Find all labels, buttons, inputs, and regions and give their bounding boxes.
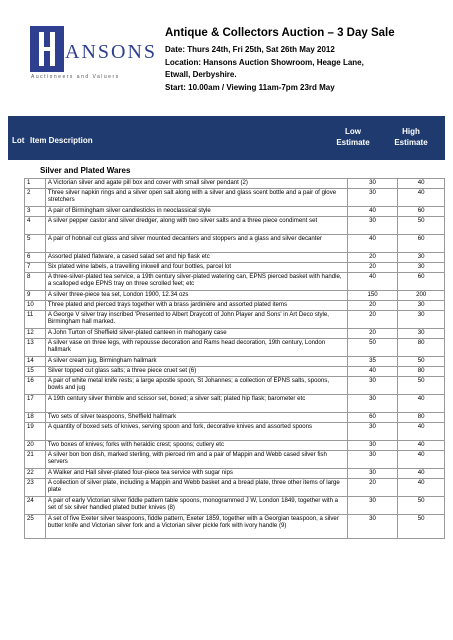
lot-description: A pair of hobnail cut glass and silver mounted decanters and stoppers and a glass and silver decanter (45, 235, 347, 253)
low-estimate: 30 (347, 179, 398, 189)
high-estimate: 40 (398, 451, 445, 469)
auction-date: Date: Thurs 24th, Fri 25th, Sat 26th May 2012 (165, 45, 335, 54)
high-estimate: 40 (398, 423, 445, 441)
auction-location-line1: Location: Hansons Auction Showroom, Heage Lane, (165, 57, 364, 67)
low-estimate: 40 (347, 273, 398, 291)
lot-description: A George V silver tray inscribed 'Presented to Albert Draycott of John Player and Sons' in Art Deco style, Birmingham hall marked. (45, 311, 347, 329)
high-estimate: 40 (398, 469, 445, 479)
lot-description: A three-silver-plated tea service, a 19th century silver-plated watering can, EPNS pierced basket with handle, a scalloped edge EPNS tray on three scrolled feet; etc (45, 273, 347, 291)
low-estimate: 20 (347, 253, 398, 263)
low-estimate: 20 (347, 311, 398, 329)
lot-number: 16 (25, 377, 46, 395)
high-estimate: 60 (398, 273, 445, 291)
lot-description: Assorted plated flatware, a cased salad set and hip flask etc (45, 253, 347, 263)
lot-number: 7 (25, 263, 46, 273)
high-estimate: 80 (398, 367, 445, 377)
table-row (25, 367, 445, 377)
low-estimate: 40 (347, 207, 398, 217)
lot-number: 10 (25, 301, 46, 311)
lot-description: A silver vase on three legs, with repousse decoration and Rams head decoration, 19th century, London hallmark (45, 339, 347, 357)
lot-description: Three silver napkin rings and a silver open salt along with a silver and glass scent bottle and a pair of glove stretchers (45, 189, 347, 207)
lot-number: 19 (25, 423, 46, 441)
table-row (25, 253, 445, 263)
table-row (25, 451, 445, 469)
low-estimate: 20 (347, 479, 398, 497)
table-row (25, 357, 445, 367)
table-row (25, 301, 445, 311)
low-estimate: 30 (347, 189, 398, 207)
lots-table (24, 178, 445, 539)
high-estimate: 50 (398, 217, 445, 235)
high-estimate: 40 (398, 395, 445, 413)
lot-description: Six plated wine labels, a travelling inkwell and four bottles, parcel lot (45, 263, 347, 273)
lot-description: A 19th century silver thimble and scissor set, boxed; a silver salt; plated hip flask; barometer etc (45, 395, 347, 413)
table-row (25, 339, 445, 357)
low-estimate: 20 (347, 329, 398, 339)
section-title: Silver and Plated Wares (40, 166, 131, 175)
lot-description: A silver cream jug, Birmingham hallmark (45, 357, 347, 367)
low-estimate: 20 (347, 263, 398, 273)
table-row (25, 329, 445, 339)
low-estimate: 150 (347, 291, 398, 301)
lot-description: A silver pepper castor and silver dredger, along with two silver salts and a three piece condiment set (45, 217, 347, 235)
lot-number: 12 (25, 329, 46, 339)
high-estimate: 30 (398, 329, 445, 339)
low-estimate: 30 (347, 395, 398, 413)
auction-start: Start: 10.00am / Viewing 11am-7pm 23rd May (165, 83, 335, 93)
high-estimate: 50 (398, 357, 445, 367)
low-estimate: 50 (347, 339, 398, 357)
lot-description: A pair of early Victorian silver fiddle pattern table spoons, monogrammed J W, London 1849, together with a set of six silver handled plated butter knives (8) (45, 497, 347, 515)
table-row (25, 515, 445, 539)
lot-description: A collection of silver plate, including a Mappin and Webb basket and a bread plate, three other items of large plate (45, 479, 347, 497)
auction-info (165, 44, 364, 95)
lot-description: A silver bon bon dish, marked sterling, with pierced rim and a pair of Mappin and Webb cased silver fish servers (45, 451, 347, 469)
low-estimate: 40 (347, 235, 398, 253)
lot-number: 20 (25, 441, 46, 451)
table-row (25, 263, 445, 273)
low-estimate: 30 (347, 451, 398, 469)
table-row (25, 395, 445, 413)
low-estimate: 30 (347, 217, 398, 235)
table-row (25, 207, 445, 217)
table-row (25, 291, 445, 301)
lot-description: Two boxes of knives; forks with heraldic crest; spoons; cutlery etc (45, 441, 347, 451)
lot-number: 1 (25, 179, 46, 189)
table-row (25, 479, 445, 497)
table-row (25, 273, 445, 291)
low-estimate: 30 (347, 441, 398, 451)
lot-number: 18 (25, 413, 46, 423)
table-row (25, 179, 445, 189)
high-estimate: 50 (398, 497, 445, 515)
lot-description: Two sets of silver teaspoons, Sheffield hallmark (45, 413, 347, 423)
header-description: Item Description (30, 136, 93, 145)
lot-number: 9 (25, 291, 46, 301)
high-estimate: 40 (398, 479, 445, 497)
table-row (25, 311, 445, 329)
low-estimate: 30 (347, 423, 398, 441)
lot-description: A set of five Exeter silver teaspoons, fiddle pattern, Exeter 1859, together with a Georgian teaspoon, a silver butter knife and Victorian silver fork and a Victorian silver pickle fork with ivory handle (9) (45, 515, 347, 539)
lot-description: A Walker and Hall silver-plated four-piece tea service with sugar nips (45, 469, 347, 479)
low-estimate: 40 (347, 367, 398, 377)
lot-number: 15 (25, 367, 46, 377)
lot-description: A John Turton of Sheffield silver-plated canteen in mahogany case (45, 329, 347, 339)
table-row (25, 217, 445, 235)
high-estimate: 40 (398, 179, 445, 189)
high-estimate: 50 (398, 377, 445, 395)
lot-number: 14 (25, 357, 46, 367)
lot-description: Silver topped cut glass salts; a three piece cruet set (6) (45, 367, 347, 377)
high-estimate: 50 (398, 515, 445, 539)
table-row (25, 189, 445, 207)
high-estimate: 60 (398, 207, 445, 217)
low-estimate: 30 (347, 497, 398, 515)
low-estimate: 30 (347, 377, 398, 395)
lot-number: 24 (25, 497, 46, 515)
lot-description: A silver three-piece tea set, London 1900, 12.34 ozs (45, 291, 347, 301)
lot-number: 23 (25, 479, 46, 497)
lot-number: 3 (25, 207, 46, 217)
high-estimate: 80 (398, 339, 445, 357)
table-row (25, 423, 445, 441)
lot-description: A Victorian silver and agate pill box and cover with small silver pendant (2) (45, 179, 347, 189)
high-estimate: 60 (398, 235, 445, 253)
auction-location-line2: Etwall, Derbyshire. (165, 70, 237, 80)
table-row (25, 235, 445, 253)
high-estimate: 30 (398, 263, 445, 273)
high-estimate: 40 (398, 189, 445, 207)
high-estimate: 200 (398, 291, 445, 301)
table-row (25, 441, 445, 451)
low-estimate: 30 (347, 515, 398, 539)
high-estimate: 30 (398, 301, 445, 311)
lot-number: 13 (25, 339, 46, 357)
high-estimate: 40 (398, 441, 445, 451)
header-low-estimate: Low Estimate (336, 127, 370, 147)
logo-tagline: Auctioneers and Valuers (31, 74, 120, 80)
high-estimate: 80 (398, 413, 445, 423)
lot-description: A pair of white metal knife rests; a large apostle spoon, St Johannes; a collection of EPNS salts, spoons, bowls and jug (45, 377, 347, 395)
logo-wordmark: ANSONS (65, 41, 158, 63)
low-estimate: 60 (347, 413, 398, 423)
table-row (25, 413, 445, 423)
low-estimate: 20 (347, 301, 398, 311)
low-estimate: 30 (347, 469, 398, 479)
table-row (25, 377, 445, 395)
lot-number: 22 (25, 469, 46, 479)
header-high-estimate: High Estimate (394, 127, 428, 147)
lot-number: 6 (25, 253, 46, 263)
lot-number: 17 (25, 395, 46, 413)
lot-description: A pair of Birmingham silver candlesticks in neoclassical style (45, 207, 347, 217)
lot-number: 5 (25, 235, 46, 253)
header-lot: Lot (12, 136, 25, 145)
lot-number: 4 (25, 217, 46, 235)
lot-number: 25 (25, 515, 46, 539)
lot-number: 11 (25, 311, 46, 329)
lot-description: Three plated and pierced trays together with a brass jardinière and assorted plated items (45, 301, 347, 311)
lot-number: 2 (25, 189, 46, 207)
page-title: Antique & Collectors Auction – 3 Day Sale (165, 27, 395, 39)
lot-number: 8 (25, 273, 46, 291)
high-estimate: 30 (398, 253, 445, 263)
lot-description: A quantity of boxed sets of knives, serving spoon and fork, decorative knives and assorted spoons (45, 423, 347, 441)
table-row (25, 469, 445, 479)
lot-number: 21 (25, 451, 46, 469)
low-estimate: 35 (347, 357, 398, 367)
table-row (25, 497, 445, 515)
hansons-logo (30, 26, 158, 82)
high-estimate: 30 (398, 311, 445, 329)
